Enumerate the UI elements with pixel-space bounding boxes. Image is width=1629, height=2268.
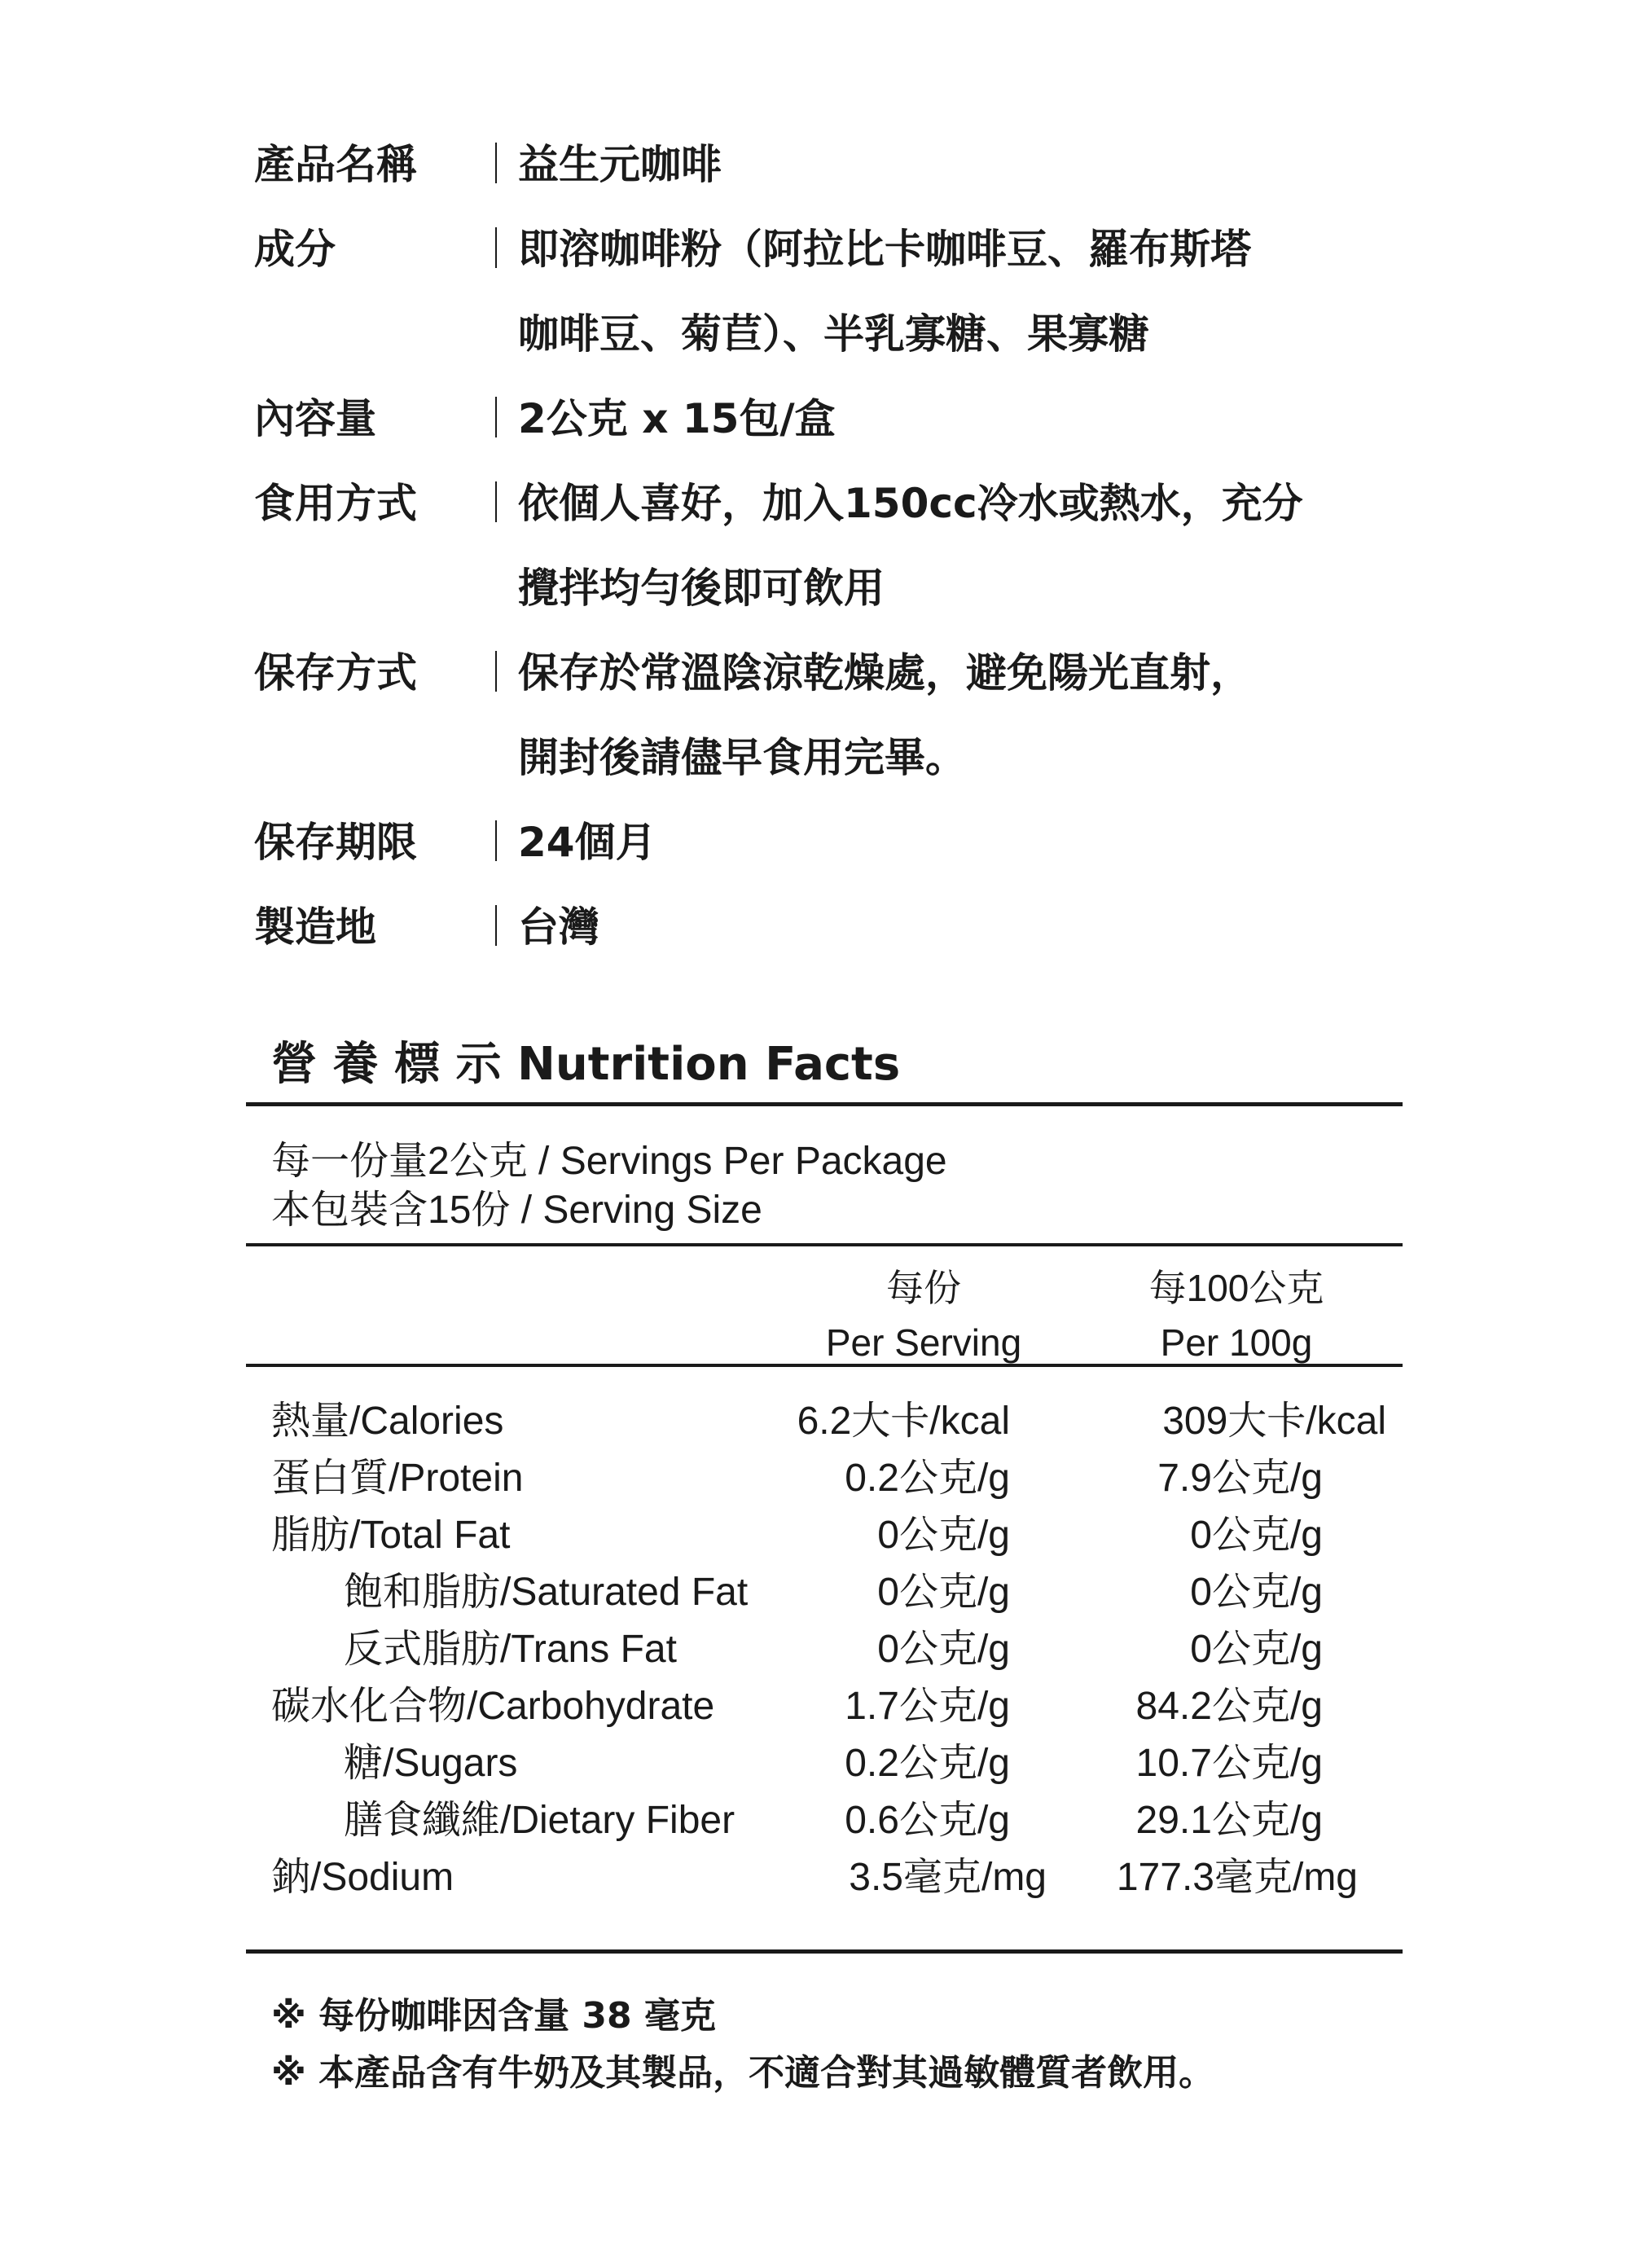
info-value xyxy=(518,800,1435,885)
info-separator: ｜ xyxy=(476,141,516,188)
column-header-line: Per 100g xyxy=(1160,1321,1313,1364)
nutrient-per-100g: 7.9公克/g xyxy=(1157,1457,1323,1500)
info-row-ingredients xyxy=(254,207,1435,376)
column-header-line: Per Serving xyxy=(825,1321,1022,1364)
divider xyxy=(246,1243,1403,1246)
divider xyxy=(246,1364,1403,1367)
info-value-line: 保存於常溫陰涼乾燥處，避免陽光直射， xyxy=(518,649,1251,697)
nutrient-per-serving: 0公克/g xyxy=(877,1571,1010,1614)
info-label: 保存期限 xyxy=(254,819,417,866)
nutrient-name: 蛋白質/Protein xyxy=(271,1457,524,1500)
nutrient-per-100g: 10.7公克/g xyxy=(1135,1742,1323,1785)
nutrient-row-sodium xyxy=(246,1849,1403,1906)
info-value-line: 益生元咖啡 xyxy=(518,141,722,188)
info-separator: ｜ xyxy=(476,226,516,273)
nutrient-row-calories xyxy=(246,1393,1403,1450)
info-value-line: 台灣 xyxy=(518,903,599,951)
nutrient-name: 脂肪/Total Fat xyxy=(271,1514,511,1557)
info-label: 食用方式 xyxy=(254,480,417,527)
nutrient-row-total-fat xyxy=(246,1507,1403,1564)
nutrient-row-saturated-fat xyxy=(246,1564,1403,1621)
nutrient-row-sugars xyxy=(246,1735,1403,1792)
serving-line-2: 本包裝含15份 / Serving Size xyxy=(271,1189,762,1232)
nutrient-name: 糖/Sugars xyxy=(344,1742,518,1785)
column-header-line: 每100公克 xyxy=(1148,1267,1324,1309)
nutrient-row-protein xyxy=(246,1450,1403,1507)
info-value-line: 咖啡豆、菊苣）、半乳寡糖、果寡糖 xyxy=(518,310,1149,358)
nutrient-per-serving: 3.5毫克/mg xyxy=(849,1856,1047,1899)
product-info xyxy=(254,122,1435,969)
nutrient-per-serving: 0公克/g xyxy=(877,1628,1010,1671)
info-value-line: 24個月 xyxy=(518,819,656,866)
nutrient-per-100g: 309大卡/kcal xyxy=(1162,1400,1386,1443)
nutrient-per-serving: 0.6公克/g xyxy=(845,1799,1010,1842)
info-value-line: 攪拌均勻後即可飲用 xyxy=(518,565,885,612)
nutrient-name: 飽和脂肪/Saturated Fat xyxy=(344,1571,749,1614)
divider xyxy=(246,1102,1403,1106)
info-value xyxy=(518,376,1435,461)
nutrient-per-serving: 6.2大卡/kcal xyxy=(797,1400,1010,1443)
info-value xyxy=(518,122,1435,207)
info-value xyxy=(518,461,1435,631)
info-separator: ｜ xyxy=(476,903,516,951)
info-row-usage xyxy=(254,461,1435,631)
column-header-per-serving xyxy=(761,1259,1087,1365)
nutrient-per-100g: 29.1公克/g xyxy=(1135,1799,1323,1842)
nutrient-name: 鈉/Sodium xyxy=(271,1856,454,1899)
info-label: 保存方式 xyxy=(254,649,417,697)
nutrient-row-dietary-fiber xyxy=(246,1792,1403,1849)
info-row-product-name xyxy=(254,122,1435,207)
info-label: 產品名稱 xyxy=(254,141,417,188)
nutrient-name: 碳水化合物/Carbohydrate xyxy=(271,1685,715,1728)
info-value-line: 開封後請儘早食用完畢。 xyxy=(518,734,966,781)
nutrient-row-trans-fat xyxy=(246,1621,1403,1678)
info-label: 製造地 xyxy=(254,903,376,951)
nutrient-per-100g: 0公克/g xyxy=(1190,1628,1323,1671)
info-value xyxy=(518,885,1435,969)
nutrient-per-serving: 0.2公克/g xyxy=(845,1742,1010,1785)
nutrient-name: 熱量/Calories xyxy=(271,1400,504,1443)
column-header-line: 每份 xyxy=(886,1267,961,1309)
serving-line-1: 每一份量2公克 / Servings Per Package xyxy=(271,1140,947,1183)
info-value xyxy=(518,207,1435,376)
info-value-line: 即溶咖啡粉（阿拉比卡咖啡豆、羅布斯塔 xyxy=(518,226,1251,273)
info-value-line: 依個人喜好，加入150cc冷水或熱水，充分 xyxy=(518,480,1303,527)
info-label: 內容量 xyxy=(254,395,376,442)
allergen-note: ※ 本產品含有牛奶及其製品，不適合對其過敏體質者飲用。 xyxy=(271,2052,1215,2094)
info-row-net-content xyxy=(254,376,1435,461)
caffeine-note: ※ 每份咖啡因含量 38 毫克 xyxy=(271,1995,716,2037)
nutrient-name: 膳食纖維/Dietary Fiber xyxy=(344,1799,735,1842)
nutrient-per-serving: 0.2公克/g xyxy=(845,1457,1010,1500)
info-separator: ｜ xyxy=(476,480,516,527)
info-separator: ｜ xyxy=(476,649,516,697)
info-row-storage xyxy=(254,631,1435,800)
nutrient-name: 反式脂肪/Trans Fat xyxy=(344,1628,677,1671)
divider xyxy=(246,1949,1403,1954)
info-separator: ｜ xyxy=(476,395,516,442)
info-row-shelf-life xyxy=(254,800,1435,885)
info-label: 成分 xyxy=(254,226,336,273)
nutrient-per-100g: 84.2公克/g xyxy=(1135,1685,1323,1728)
nutrient-per-100g: 0公克/g xyxy=(1190,1514,1323,1557)
nutrient-per-100g: 0公克/g xyxy=(1190,1571,1323,1614)
column-header-per-100g xyxy=(1074,1259,1399,1365)
info-value xyxy=(518,631,1435,800)
nutrient-per-serving: 0公克/g xyxy=(877,1514,1010,1557)
nutrient-per-100g: 177.3毫克/mg xyxy=(1116,1856,1358,1899)
nutrition-title: 營 養 標 示 Nutrition Facts xyxy=(271,1038,901,1091)
info-separator: ｜ xyxy=(476,819,516,866)
info-row-origin xyxy=(254,885,1435,969)
nutrient-row-carbohydrate xyxy=(246,1678,1403,1735)
info-value-line: 2公克 x 15包/盒 xyxy=(518,395,836,442)
nutrient-per-serving: 1.7公克/g xyxy=(845,1685,1010,1728)
